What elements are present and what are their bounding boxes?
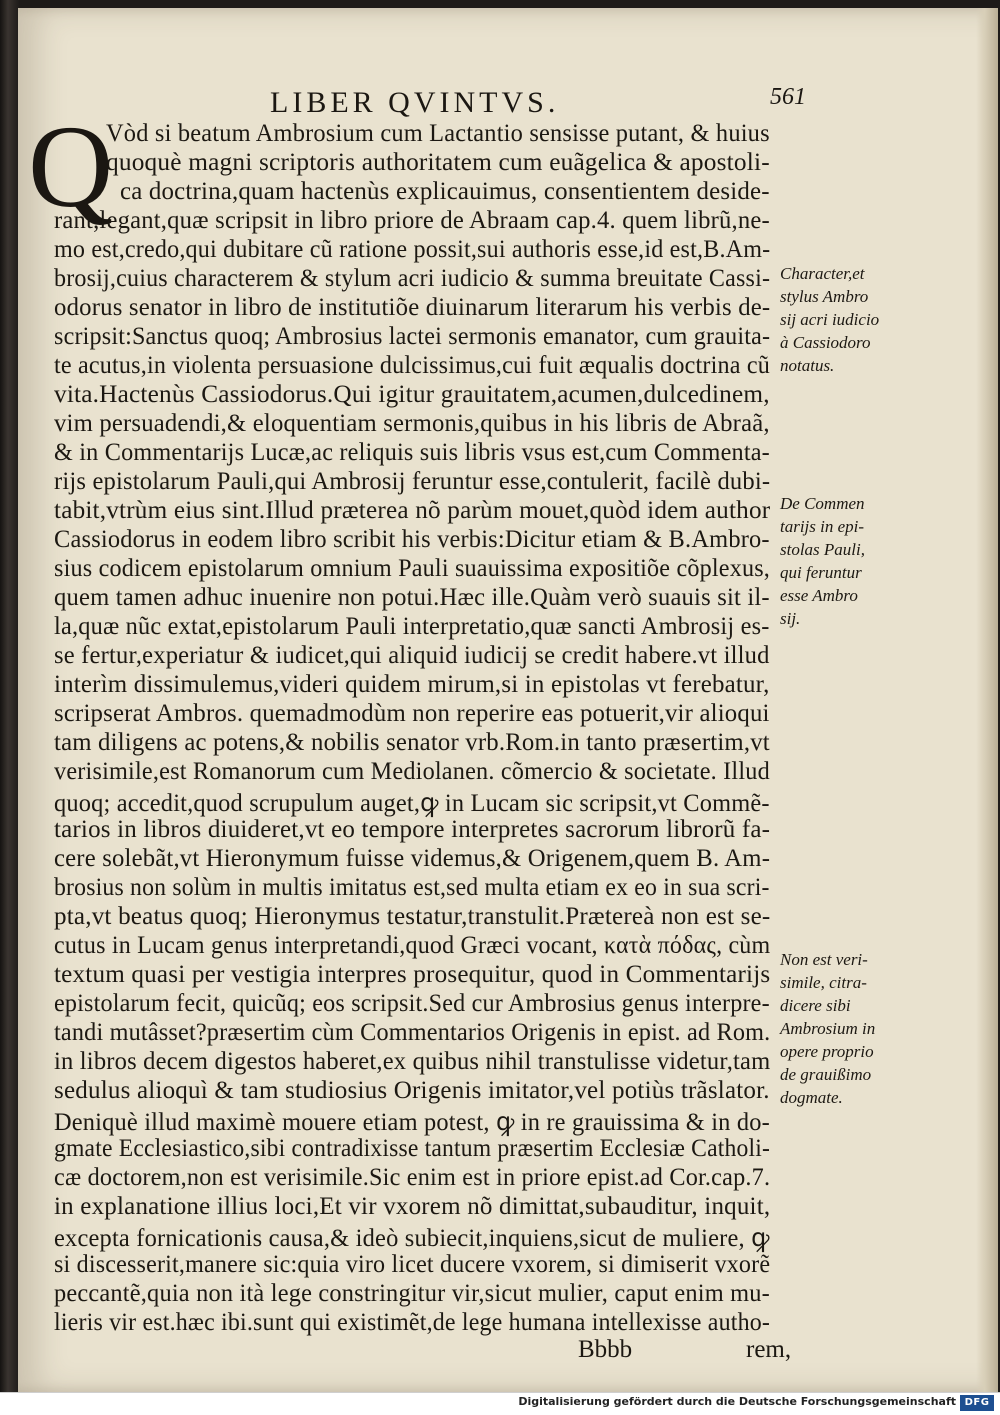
margin-note-line: de grauißimo: [780, 1065, 872, 1084]
text-line: si discesserit,manere sic:quia viro licet ducere vxorem, si dimiserit vxorẽ: [54, 1249, 771, 1278]
text-line: gmate Ecclesiastico,sibi contradixisse tantum præsertim Ecclesiæ Catholi-: [54, 1133, 771, 1162]
text-line: in libros decem digestos haberet,ex quibus nihil transtulisse videtur,tam: [54, 1046, 771, 1075]
margin-note-line: esse Ambro: [780, 586, 858, 605]
text-line: se fertur,experiatur & iudicet,qui aliquid iudicij se credit habere.vt illud: [54, 640, 770, 669]
text-line: tabit,vtrùm eius sint.Illud præterea nõ parùm mouet,quòd idem author: [54, 495, 771, 524]
text-line: & in Commentarijs Lucæ,ac reliquis suis libris vsus est,cum Commenta-: [54, 437, 770, 466]
text-line: lieris vir est.hæc ibi.sunt qui existimẽt,de lege humana intellexisse autho-: [54, 1307, 771, 1336]
text-line: scripserat Ambros. quemadmodùm non reperire eas potuerit,vir alioqui: [54, 698, 770, 727]
text-line: brosius non solùm in multis imitatus est,sed multa etiam ex eo in sua scri-: [54, 872, 770, 901]
drop-cap: Q: [28, 101, 114, 232]
text-line: cutus in Lucam genus interpretandi,quod Græci vocant, κατὰ πόδας, cùm: [54, 930, 771, 959]
text-line: odorus senator in libro de institutiõe diuinarum literarum his verbis de-: [54, 292, 771, 321]
text-line: textum quasi per vestigia interpres prosequitur, quod in Commentarijs: [54, 959, 771, 988]
margin-note-line: Non est veri-: [780, 950, 868, 969]
footer-bar: [0, 1392, 1000, 1415]
text-line: sedulus alioquì & tam studiosius Origenis imitator,vel potiùs trãslator.: [54, 1075, 770, 1104]
text-line: quoquè magni scriptoris authoritatem cum euãgelica & apostoli-: [106, 147, 770, 176]
margin-note-line: stylus Ambro: [780, 287, 869, 306]
text-line: excepta fornicationis causa,& ideò subiecit,inquiens,sicut de muliere, ꝙ: [54, 1223, 770, 1252]
text-line: ca doctrina,quam hactenùs explicauimus, consentientem deside-: [120, 176, 770, 205]
margin-note-line: dicere sibi: [780, 996, 851, 1015]
text-line: rijs epistolarum Pauli,qui Ambrosij feruntur esse,contulerit, facilè dubi-: [54, 466, 771, 495]
digitization-credit: Digitalisierung gefördert durch die Deutsche Forschungsgemeinschaft: [518, 1395, 956, 1408]
text-line: Vòd si beatum Ambrosium cum Lactantio sensisse putant, & huius: [106, 118, 770, 147]
text-line: cere solebãt,vt Hieronymum fuisse videmus,& Origenem,quem B. Am-: [54, 843, 771, 872]
text-line: la,quæ nũc extat,epistolarum Pauli interpretatio,quæ sancti Ambrosij es-: [54, 611, 770, 640]
text-line: brosij,cuius characterem & stylum acri iudicio & summa breuitate Cassi-: [54, 263, 771, 292]
text-line: vim persuadendi,& eloquentiam sermonis,quibus in his libris de Abraã,: [54, 408, 770, 437]
dfg-logo: DFG: [960, 1395, 994, 1411]
margin-note-line: sij.: [780, 609, 801, 628]
text-line: rant,legant,quæ scripsit in libro priore de Abraam cap.4. quem librũ,ne-: [54, 205, 770, 234]
margin-note-line: dogmate.: [780, 1088, 843, 1107]
text-line: in explanatione illius loci,Et vir vxorem nõ dimittat,subauditur, inquit,: [54, 1191, 771, 1220]
catchword: rem,: [746, 1336, 792, 1363]
margin-note-line: simile, citra-: [780, 973, 867, 992]
text-line: peccantẽ,quia non ità lege constringitur vir,sicut mulier, caput enim mu-: [54, 1278, 770, 1307]
margin-note-line: notatus.: [780, 356, 835, 375]
text-line: epistolarum fecit, quicũq; eos scripsit.Sed cur Ambrosius genus interpre-: [54, 988, 770, 1017]
text-line: tandi mutâsset?præsertim cùm Commentarios Origenis in epist. ad Rom.: [54, 1017, 771, 1046]
page-number: 561: [770, 84, 806, 110]
margin-note-line: Ambrosium in: [780, 1019, 876, 1038]
margin-note-line: à Cassiodoro: [780, 333, 871, 352]
text-line: te acutus,in violenta persuasione dulcissimus,cui fuit æqualis doctrina cũ: [54, 350, 770, 379]
text-line: pta,vt beatus quoq; Hieronymus testatur,transtulit.Prætereà non est se-: [54, 901, 771, 930]
page-edge: [976, 8, 998, 1392]
text-line: tarios in libros diuideret,vt eo tempore interpretes sacrorum librorũ fa-: [54, 814, 771, 843]
margin-note-line: Character,et: [780, 264, 865, 283]
text-line: verisimile,est Romanorum cum Mediolanen. cõmercio & societate. Illud: [54, 756, 770, 785]
text-line: quoq; accedit,quod scrupulum auget,ꝙ in Lucam sic scripsit,vt Commẽ-: [54, 788, 770, 817]
text-line: interìm dissimulemus,videri quidem mirum,si in epistolas vt ferebatur,: [54, 669, 770, 698]
text-line: sius codicem epistolarum omnium Pauli suauissima expositiõe cõplexus,: [54, 553, 771, 582]
text-line: Cassiodorus in eodem libro scribit his verbis:Dicitur etiam & B.Ambro-: [54, 524, 770, 553]
margin-note-line: De Commen: [780, 494, 865, 513]
margin-note-line: opere proprio: [780, 1042, 874, 1061]
text-line: tam diligens ac potens,& nobilis senator vrb.Rom.in tanto præsertim,vt: [54, 727, 770, 756]
text-line: Deniquè illud maximè mouere etiam potest, ꝙ in re grauissima & in do-: [54, 1107, 770, 1136]
signature-mark: Bbbb: [578, 1336, 633, 1363]
running-head: LIBER QVINTVS.: [270, 86, 560, 119]
margin-note-line: tarijs in epi-: [780, 517, 865, 536]
text-line: scripsit:Sanctus quoq; Ambrosius lactei sermonis emanator, cum grauita-: [54, 321, 771, 350]
margin-note-line: qui feruntur: [780, 563, 862, 582]
margin-note-line: stolas Pauli,: [780, 540, 866, 559]
text-line: mo est,credo,qui dubitare cũ ratione possit,sui authoris esse,id est,B.Am-: [54, 234, 771, 263]
text-line: vita.Hactenùs Cassiodorus.Qui igitur grauitatem,acumen,dulcedinem,: [54, 379, 770, 408]
margin-note-line: sij acri iudicio: [780, 310, 880, 329]
text-line: quem tamen adhuc inuenire non potui.Hæc ille.Quàm verò suauis sit il-: [54, 582, 770, 611]
text-line: cæ doctorem,non est verisimile.Sic enim est in priore epist.ad Cor.cap.7.: [54, 1162, 771, 1191]
